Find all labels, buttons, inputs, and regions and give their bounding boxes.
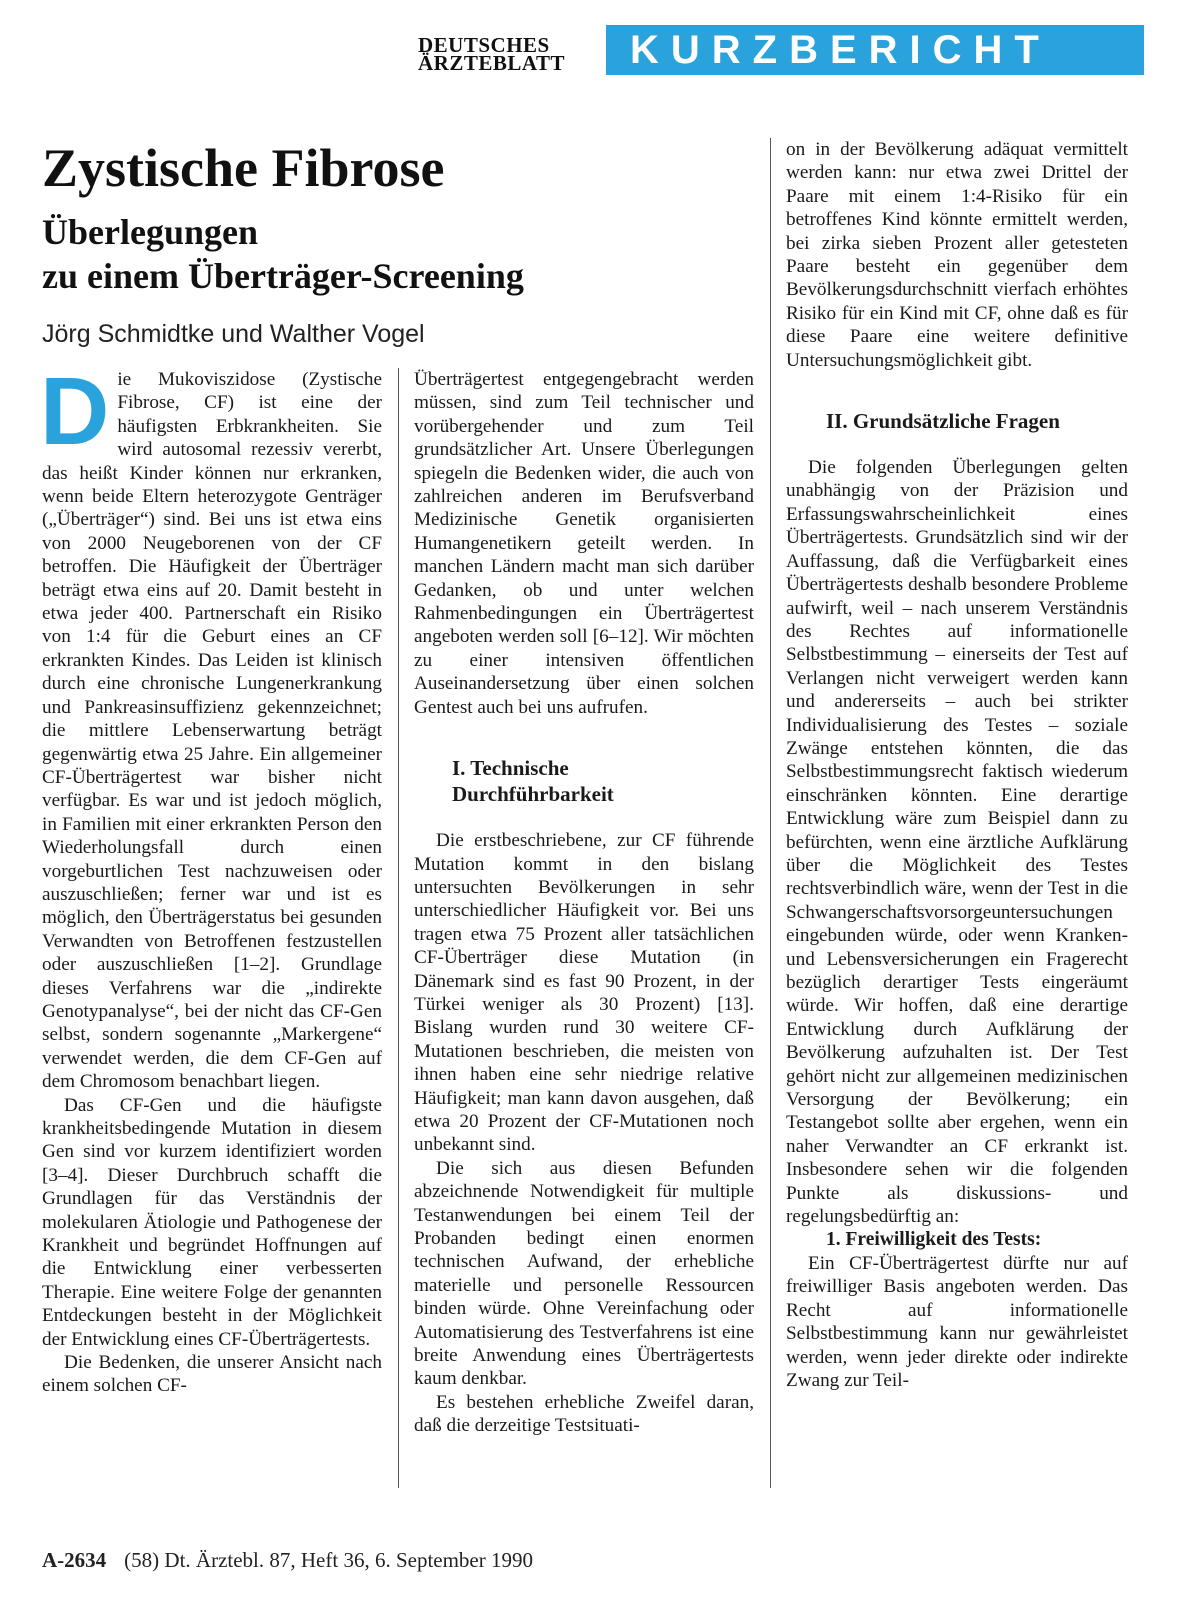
column-3 xyxy=(786,138,1128,1392)
page-footer xyxy=(42,1548,533,1573)
paragraph: on in der Bevölkerung adäquat vermittelt werden kann: nur etwa zwei Drittel der Paare mit einem 1:4-Risiko für ein betroffenes Kind könnte ermittelt werden, bei zirka sieben Prozent aller getesteten Paare besteht ein gegenüber dem Bevölkerungsdurchschnitt vierfach erhöhtes Risiko für ein Kind mit CF, ohne daß es für diese Paare eine weitere definitive Untersuchungsmöglichkeit gibt. xyxy=(786,139,1128,371)
article-subtitle xyxy=(42,210,524,298)
citation: (58) Dt. Ärztebl. 87, Heft 36, 6. September 1990 xyxy=(124,1548,533,1572)
page-number: A-2634 xyxy=(42,1548,107,1572)
subtitle-line2: zu einem Überträger-Screening xyxy=(42,256,524,296)
masthead-line1: DEUTSCHES xyxy=(418,33,550,57)
paragraph: Die Bedenken, die unserer Ansicht nach einem solchen CF- xyxy=(42,1352,382,1397)
column-2 xyxy=(414,368,754,1438)
paragraph: Überträgertest entgegengebracht werden müssen, sind zum Teil technischer und vorübergehender und zum Teil grundsätzlicher Art. Unsere Überlegungen spiegeln die Bedenken wider, die auch von zahlreichen anderen im Berufsverband Medizinische Genetik organisierten Humangenetikern geteilt werden. In manchen Ländern macht man sich darüber Gedanken, ob und unter welchen Rahmenbedingungen ein Überträgertest angeboten werden soll [6–12]. Wir möchten zu einer intensiven öffentlichen Auseinandersetzung über einen solchen Gentest auch bei uns aufrufen. xyxy=(414,369,754,718)
subtitle-line1: Überlegungen xyxy=(42,212,258,252)
heading-line: I. Technische xyxy=(452,756,569,781)
column-1 xyxy=(40,358,382,1398)
journal-masthead xyxy=(418,33,588,75)
column-rule xyxy=(398,368,399,1488)
paragraph xyxy=(40,358,382,1094)
paragraph: Die sich aus diesen Befunden abzeichnende Notwendigkeit für multiple Testanwendungen bei einem Teil der Probanden bedingt einen enormen technischen Aufwand, der erhebliche materielle und personelle Ressourcen binden würde. Ohne Vereinfachung oder Automatisierung des Testverfahrens ist eine breite Anwendung eines Überträgertests kaum denkbar. xyxy=(414,1157,754,1390)
masthead-line2: ÄRZTEBLATT xyxy=(418,51,565,75)
paragraph: Die erstbeschriebene, zur CF führende Mutation kommt in den bislang untersuchten Bevölkerungen in sehr unterschiedlicher Häufigkeit vor. Bei uns tragen etwa 75 Prozent aller tatsächlichen CF-Überträger diese Mutation (in Dänemark sind es fast 90 Prozent, in der Türkei weniger als 30 Prozent) [13]. Bislang wurden rund 30 weitere CF-Mutationen beschrieben, die meisten von ihnen haben eine sehr niedrige relative Häufigkeit; man kann davon ausgehen, daß etwa 20 Prozent der CF-Mutationen noch unbekannt sind. xyxy=(414,830,754,1156)
drop-cap: D xyxy=(40,358,110,465)
paragraph-text: ie Mukoviszidose (Zystische Fibrose, CF) ist eine der häufigsten Erbkrankheiten. Sie wird autosomal rezessiv vererbt, das heißt Kinder können nur erkranken, wenn beide Eltern heterozygote Genträger („Überträger“) sind. Bei uns ist etwa eins von 2000 Neugeborenen von der CF betroffen. Die Häufigkeit der Überträger beträgt etwa eins auf 20. Damit besteht in etwa jeder 400. Partnerschaft ein Risiko von 1:4 für die Geburt eines an CF erkrankten Kindes. Das Leiden ist klinisch durch eine chronische Lungenerkrankung und Pankreasinsuffizienz gekennzeichnet; die mittlere Lebenserwartung beträgt gegenwärtig etwa 25 Jahre. Ein allgemeiner CF-Überträgertest war bisher nicht verfügbar. Es war und ist jedoch möglich, in Familien mit einer erkrankten Person den Wiederholungsfall durch einen vorgeburtlichen Test nachzuweisen oder auszuschließen; ferner war und ist es möglich, den Überträgerstatus bei gesunden Verwandten von Betroffenen festzustellen oder auszuschließen [1–2]. Grundlage dieses Verfahrens war die „indirekte Genotypanalyse“, bei der nicht das CF-Gen selbst, sondern sogenannte „Markergene“ verwendet werden, die dem CF-Gen auf dem Chromosom benachbart liegen. xyxy=(42,369,382,1093)
section-heading xyxy=(414,755,754,807)
section-label: KURZBERICHT xyxy=(606,25,1144,75)
paragraph: Das CF-Gen und die häufigste krankheitsbedingende Mutation in diesem Gen sind vor kurzem identifiziert worden [3–4]. Dieser Durchbruch schafft die Grundlagen für das Verständnis der molekularen Ätiologie und Pathogenese der Krankheit und begründet Hoffnungen auf die Entwicklung einer verbesserten Therapie. Eine weitere Folge der genannten Entdeckungen besteht in der Möglichkeit der Entwicklung eines CF-Überträgertests. xyxy=(42,1094,382,1350)
paragraph: Es bestehen erhebliche Zweifel daran, daß die derzeitige Testsituati- xyxy=(414,1391,754,1437)
paragraph: Die folgenden Überlegungen gelten unabhängig von der Präzision und Erfassungswahrscheinlichkeit eines Überträgertests. Grundsätzlich sind wir der Auffassung, daß die Verfügbarkeit eines Überträgertests deshalb besondere Probleme aufwirft, weil – nach unserem Verständnis des Rechtes auf informationelle Selbstbestimmung – einerseits der Test auf Verlangen nicht verweigert werden kann und andererseits – auch bei strikter Individualisierung des Testes – soziale Zwänge entstehen könnten, die das Selbstbestimmungsrecht faktisch wiederum einschränken könnten. Eine derartige Entwicklung wäre zum Beispiel dann zu befürchten, wenn eine ärztliche Aufklärung über die Möglichkeit des Testes rechtsverbindlich wäre, wenn der Test in die Schwangerschaftsvorsorgeuntersuchungen eingebunden würde, oder wenn Kranken- und Lebensversicherungen ein Fragerecht bezüglich derartiger Tests eingeräumt würde. Wir hoffen, daß eine derartige Entwicklung durch Aufklärung der Bevölkerung aufzuhalten ist. Der Test gehört nicht zur allgemeinen medizinischen Versorgung der Bevölkerung; ein Testangebot sollte aber ergehen, wenn ein naher Verwandter an CF erkrankt ist. Insbesondere sehen wir die folgenden Punkte als diskussions- und regelungsbedürftig an: xyxy=(786,457,1128,1228)
authors: Jörg Schmidtke und Walther Vogel xyxy=(42,320,425,348)
paragraph: Ein CF-Überträgertest dürfte nur auf freiwilliger Basis angeboten werden. Das Recht auf informationelle Selbstbestimmung kann nur gewährleistet werden, wenn jeder direkte oder indirekte Zwang zur Teil- xyxy=(786,1252,1128,1391)
section-heading: II. Grundsätzliche Fragen xyxy=(826,409,1060,434)
column-rule xyxy=(770,138,771,1488)
article-title: Zystische Fibrose xyxy=(42,138,445,198)
subsection-heading: 1. Freiwilligkeit des Tests: xyxy=(826,1229,1042,1251)
heading-line: Durchführbarkeit xyxy=(452,782,614,807)
